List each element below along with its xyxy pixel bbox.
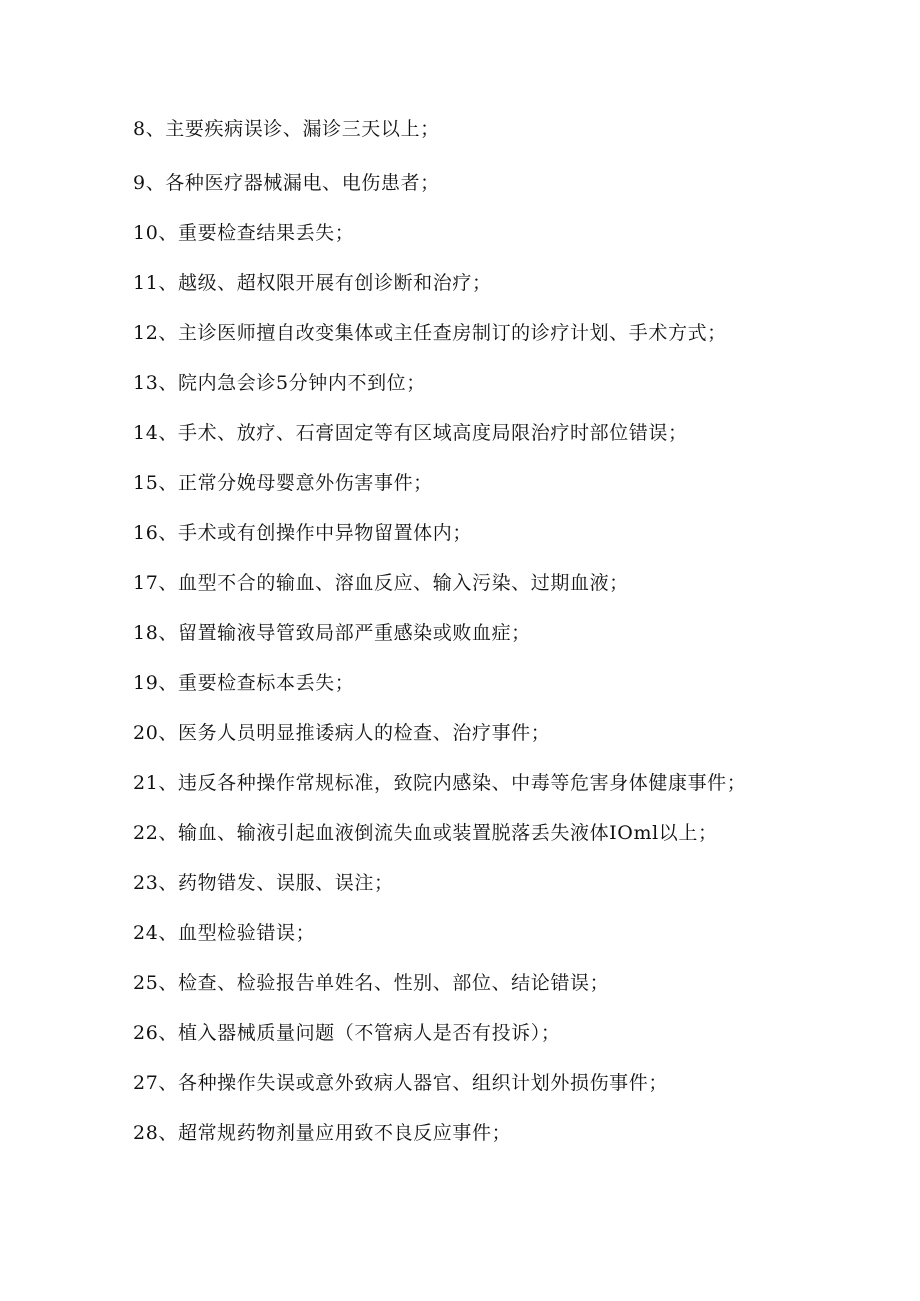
list-item: 16、手术或有创操作中异物留置体内； (133, 522, 472, 544)
list-item: 20、医务人员明显推诿病人的检查、治疗事件； (133, 722, 551, 744)
list-item: 15、正常分娩母婴意外伤害事件； (133, 472, 433, 494)
list-item: 26、植入器械质量问题（不管病人是否有投诉）； (133, 1022, 561, 1044)
list-item: 17、血型不合的输血、溶血反应、输入污染、过期血液； (133, 572, 629, 594)
list-item: 23、药物错发、误服、误注； (133, 872, 394, 894)
list-item: 25、检查、检验报告单姓名、性别、部位、结论错误； (133, 972, 610, 994)
list-item: 19、重要检查标本丢失； (133, 672, 355, 694)
list-item: 21、违反各种操作常规标准，致院内感染、中毒等危害身体健康事件； (133, 772, 747, 794)
list-item: 13、院内急会诊5分钟内不到位； (133, 372, 426, 394)
list-item: 11、越级、超权限开展有创诊断和治疗； (133, 272, 492, 294)
list-item: 9、各种医疗器械漏电、电伤患者； (133, 172, 440, 194)
list-item: 28、超常规药物剂量应用致不良反应事件； (133, 1122, 512, 1144)
list-item: 22、输血、输液引起血液倒流失血或装置脱落丢失液体IOml以上； (133, 822, 718, 844)
list-item: 14、手术、放疗、石膏固定等有区域高度局限治疗时部位错误； (133, 422, 688, 444)
list-item: 10、重要检查结果丢失； (133, 222, 355, 244)
list-item: 12、主诊医师擅自改变集体或主任查房制订的诊疗计划、手术方式； (133, 322, 727, 344)
list-item: 18、留置输液导管致局部严重感染或败血症； (133, 622, 531, 644)
incident-list (133, 114, 783, 1168)
list-item: 8、主要疾病误诊、漏诊三天以上； (133, 118, 440, 140)
list-item: 27、各种操作失误或意外致病人器官、组织计划外损伤事件； (133, 1072, 668, 1094)
list-item: 24、血型检验错误； (133, 922, 316, 944)
